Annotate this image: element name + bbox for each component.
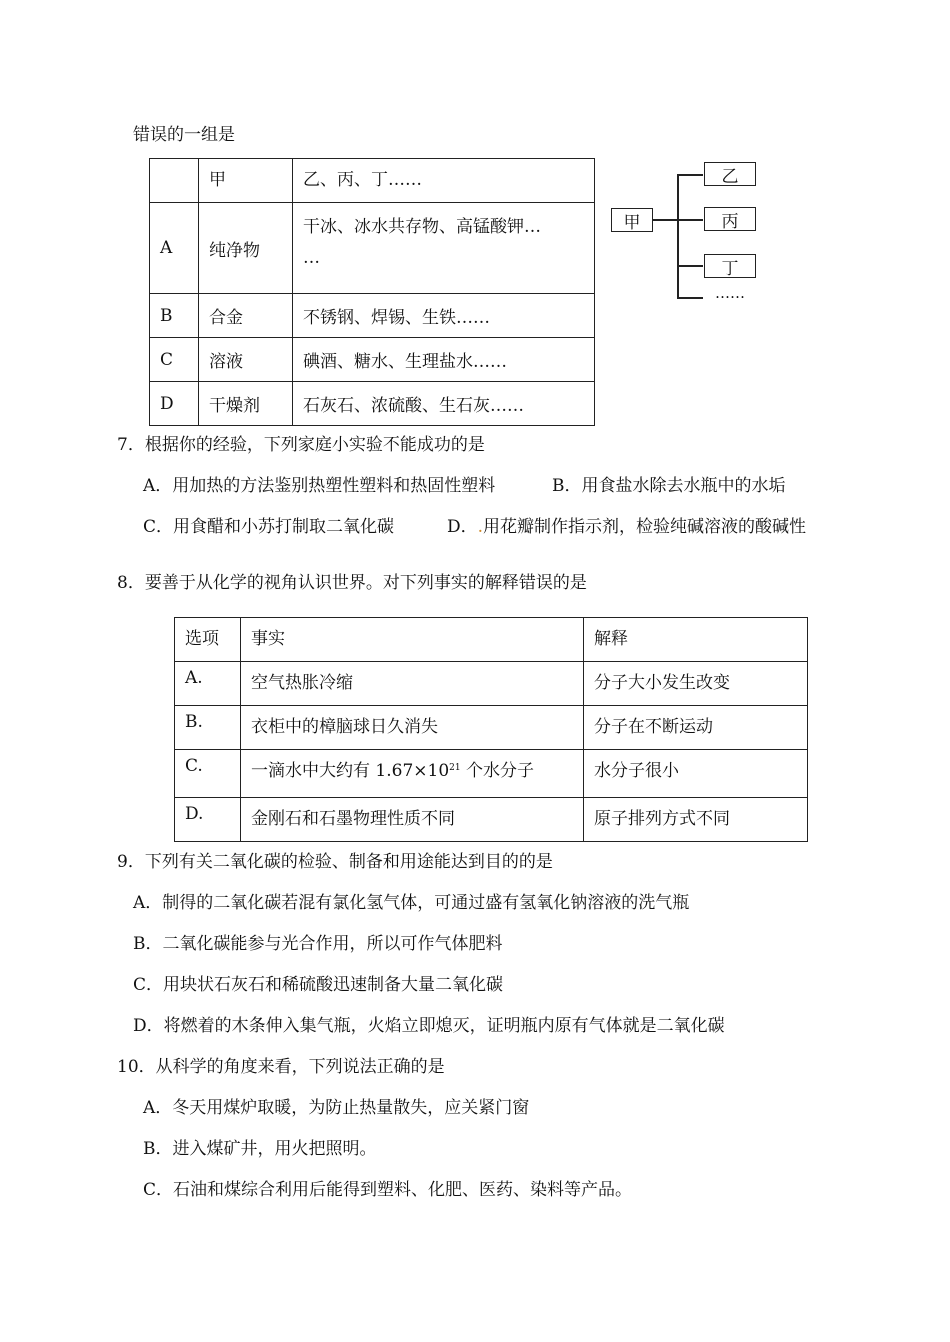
q8-stem: 8．要善于从化学的视角认识世界。对下列事实的解释错误的是	[117, 573, 587, 593]
q8-header-fact: 事实	[241, 618, 584, 662]
q6-row-a-items-line2: …	[303, 248, 320, 268]
table-row	[175, 662, 808, 706]
diagram-node-yi: 乙	[704, 162, 756, 186]
q8-row-b-fact: 衣柜中的樟脑球日久消失	[241, 706, 584, 750]
q7-option-a: A．用加热的方法鉴别热塑性塑料和热固性塑料	[143, 476, 496, 496]
q8-row-c-fact	[241, 750, 584, 798]
q8-row-a-fact: 空气热胀冷缩	[241, 662, 584, 706]
q8-row-d-explain: 原子排列方式不同	[584, 798, 808, 842]
q10-option-a: A．冬天用煤炉取暖，为防止热量散失，应关紧门窗	[143, 1098, 530, 1118]
diagram-trunk	[677, 174, 679, 298]
diagram-connector	[653, 219, 677, 221]
table-row	[150, 382, 595, 426]
q7-option-b: B．用食盐水除去水瓶中的水垢	[552, 476, 786, 496]
q7-option-d-prefix: D．	[447, 517, 478, 537]
q8-row-c-fact-post: 个水分子	[460, 761, 534, 781]
diagram-node-root: 甲	[611, 208, 653, 232]
diagram-branch	[677, 174, 703, 176]
q6-header-items: 乙、丙、丁……	[293, 159, 595, 203]
q8-row-c-fact-sup: 21	[449, 763, 461, 773]
q7-option-c: C．用食醋和小苏打制取二氧化碳	[143, 517, 395, 537]
q8-row-b-opt: B.	[175, 706, 241, 750]
q7-option-d-text: 用花瓣制作指示剂，检验纯碱溶液的酸碱性	[483, 517, 807, 537]
q6-row-b-jia: 合金	[199, 294, 293, 338]
table-row	[175, 706, 808, 750]
diagram-branch	[677, 297, 703, 299]
q7-option-d-mark: .	[477, 517, 484, 537]
q10-stem: 10．从科学的角度来看，下列说法正确的是	[117, 1057, 445, 1077]
q6-intro: 错误的一组是	[133, 125, 235, 145]
diagram-branch	[677, 265, 703, 267]
q6-row-a-items-line1: 干冰、冰水共存物、高锰酸钾…	[303, 217, 541, 237]
q6-row-a-items	[293, 203, 595, 294]
table-row	[150, 159, 595, 203]
q7-stem: 7．根据你的经验，下列家庭小实验不能成功的是	[117, 435, 485, 455]
q8-row-d-fact: 金刚石和石墨物理性质不同	[241, 798, 584, 842]
table-row	[150, 203, 595, 294]
q9-option-b: B．二氧化碳能参与光合作用，所以可作气体肥料	[133, 934, 503, 954]
q6-row-c-items: 碘酒、糖水、生理盐水……	[293, 338, 595, 382]
q6-row-a-jia: 纯净物	[199, 203, 293, 294]
table-row	[175, 750, 808, 798]
q9-option-c: C．用块状石灰石和稀硫酸迅速制备大量二氧化碳	[133, 975, 504, 995]
q6-row-d-opt: D	[150, 382, 199, 426]
q6-row-c-jia: 溶液	[199, 338, 293, 382]
q8-row-b-explain: 分子在不断运动	[584, 706, 808, 750]
q9-option-a: A．制得的二氧化碳若混有氯化氢气体，可通过盛有氢氧化钠溶液的洗气瓶	[133, 893, 690, 913]
q7-option-d	[447, 512, 806, 537]
q6-row-b-opt: B	[150, 294, 199, 338]
q9-option-d: D．将燃着的木条伸入集气瓶，火焰立即熄灭，证明瓶内原有气体就是二氧化碳	[133, 1016, 725, 1036]
q6-row-d-items: 石灰石、浓硫酸、生石灰……	[293, 382, 595, 426]
table-row	[150, 294, 595, 338]
q6-row-a-opt: A	[150, 203, 199, 294]
q6-header-blank	[150, 159, 199, 203]
diagram-node-bing: 丙	[704, 207, 756, 231]
q9-stem: 9．下列有关二氧化碳的检验、制备和用途能达到目的的是	[117, 852, 553, 872]
q6-row-c-opt: C	[150, 338, 199, 382]
q8-row-a-opt: A.	[175, 662, 241, 706]
diagram-more: ……	[715, 284, 745, 302]
q10-option-b: B．进入煤矿井，用火把照明。	[143, 1139, 377, 1159]
q8-row-c-explain: 水分子很小	[584, 750, 808, 798]
q6-row-b-items: 不锈钢、焊锡、生铁……	[293, 294, 595, 338]
q8-row-c-fact-pre: 一滴水中大约有 1.67×10	[251, 761, 450, 781]
table-row	[175, 798, 808, 842]
diagram-branch	[677, 219, 703, 221]
table-row	[175, 618, 808, 662]
q8-row-a-explain: 分子大小发生改变	[584, 662, 808, 706]
q6-header-jia: 甲	[199, 159, 293, 203]
q8-row-c-opt: C.	[175, 750, 241, 798]
diagram-node-ding: 丁	[704, 254, 756, 278]
table-row	[150, 338, 595, 382]
classification-diagram	[605, 150, 770, 310]
q8-header-option: 选项	[175, 618, 241, 662]
q10-option-c: C．石油和煤综合利用后能得到塑料、化肥、医药、染料等产品。	[143, 1180, 633, 1200]
q6-table	[149, 158, 595, 426]
q8-row-d-opt: D.	[175, 798, 241, 842]
q6-row-d-jia: 干燥剂	[199, 382, 293, 426]
q8-table	[174, 617, 808, 842]
q8-header-explain: 解释	[584, 618, 808, 662]
